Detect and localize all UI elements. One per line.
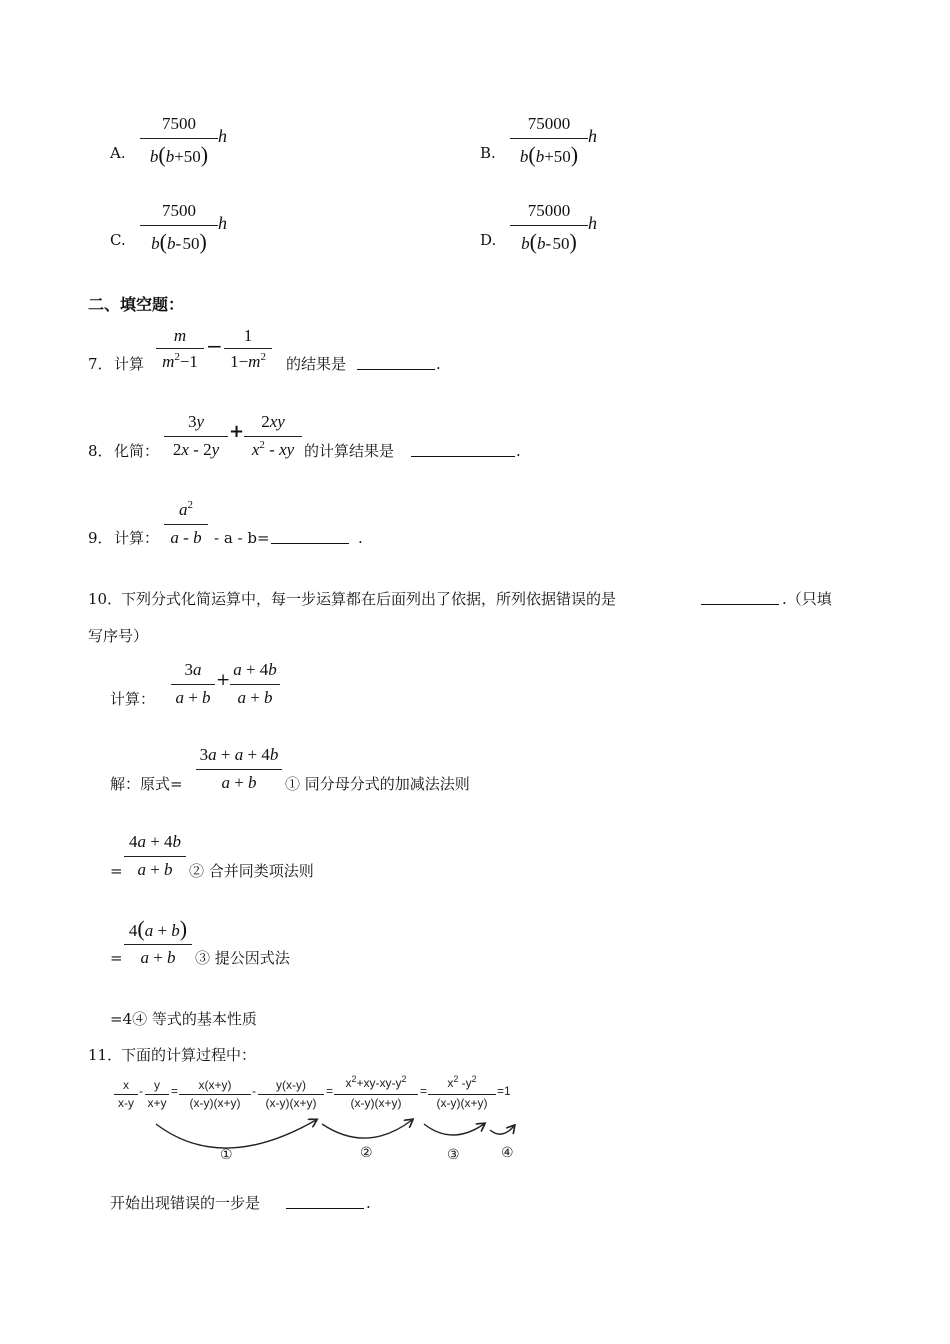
q8-answer-blank[interactable]	[411, 442, 515, 457]
q7-fraction-2: 1 $1-m^2$	[224, 326, 272, 374]
q10-text-cont: 写序号）	[88, 627, 149, 645]
q11-step-arrows	[112, 1074, 532, 1166]
option-a-label: A.	[110, 144, 126, 162]
option-b-label: B.	[480, 144, 496, 162]
q10-step4: =4④ 等式的基本性质	[110, 1010, 257, 1028]
q10-calc-fraction-2: a + 4b a + b	[230, 660, 280, 710]
option-c-label: C.	[110, 231, 126, 249]
q10-step1-fraction: 3a + a + 4b a + b	[196, 745, 282, 795]
q9-prefix: 计算：	[114, 529, 160, 547]
option-c-fraction: 7500 b(b- 50)	[140, 201, 218, 253]
q10-calc-fraction-1: 3a a + b	[171, 660, 215, 710]
q7-answer-blank[interactable]	[357, 355, 435, 370]
q10-text: 下列分式化简运算中，每一步运算都在后面列出了依据，所列依据错误的是	[121, 590, 617, 608]
section-title: 二、填空题：	[88, 295, 185, 314]
q7-suffix: 的结果是	[286, 355, 347, 373]
q8-fraction-2: 2xy $x^2$ - xy	[244, 412, 302, 462]
option-d-label: D.	[480, 231, 497, 249]
q10-step2-reason: ② 合并同类项法则	[189, 862, 314, 880]
q10-step3-fraction: 4(a + b) a + b	[124, 916, 192, 970]
q10-step1-reason: ① 同分母分式的加减法法则	[285, 775, 470, 793]
q11-mark-1: ①	[220, 1146, 233, 1162]
q11-number: 11．	[88, 1046, 123, 1064]
option-b-fraction: 75000 b(b+50)	[510, 114, 588, 166]
q10-sol-label: 解：原式=	[110, 775, 183, 793]
q11-answer-blank[interactable]	[286, 1194, 364, 1209]
q8-fraction-1: 3y 2x - 2y	[164, 412, 228, 462]
q11-mark-2: ②	[360, 1144, 373, 1160]
q11-mark-3: ③	[447, 1146, 460, 1162]
q11-equation-image: x x-y - y x+y = x(x+y) (x-y)(x+y) - y(x-y) (x-y)(x+y) = $x^2+xy-xy-y^2$ (x-y)(x+y) = $x^2$ $-y^2$ (x-y)(x+y) =1 ① ② ③ ④	[112, 1074, 532, 1166]
q9-fraction: $a^2$ a - b	[164, 500, 208, 550]
q7-number: 7．	[88, 355, 113, 373]
q8-suffix: 的计算结果是	[304, 442, 395, 460]
option-d-fraction: 75000 b(b- 50)	[510, 201, 588, 253]
q10-answer-blank[interactable]	[701, 590, 779, 605]
option-a-fraction: 7500 b(b+50)	[140, 114, 218, 166]
q11-text: 下面的计算过程中：	[121, 1046, 257, 1064]
q7-prefix: 计算	[114, 355, 145, 373]
q10-calc-label: 计算：	[110, 690, 156, 708]
q11-question: 开始出现错误的一步是	[110, 1194, 261, 1212]
q10-number: 10．	[88, 590, 123, 608]
q9-answer-blank[interactable]	[271, 529, 349, 544]
q11-mark-4: ④	[501, 1144, 514, 1160]
q10-step2-fraction: 4a + 4b a + b	[124, 832, 186, 882]
q10-step3-reason: ③ 提公因式法	[195, 949, 290, 967]
q8-prefix: 化简：	[114, 442, 160, 460]
q7-fraction-1: m $m^2-1$	[156, 326, 204, 374]
q9-number: 9．	[88, 529, 113, 547]
q9-mid: - a - b=	[214, 529, 270, 547]
q8-number: 8．	[88, 442, 113, 460]
